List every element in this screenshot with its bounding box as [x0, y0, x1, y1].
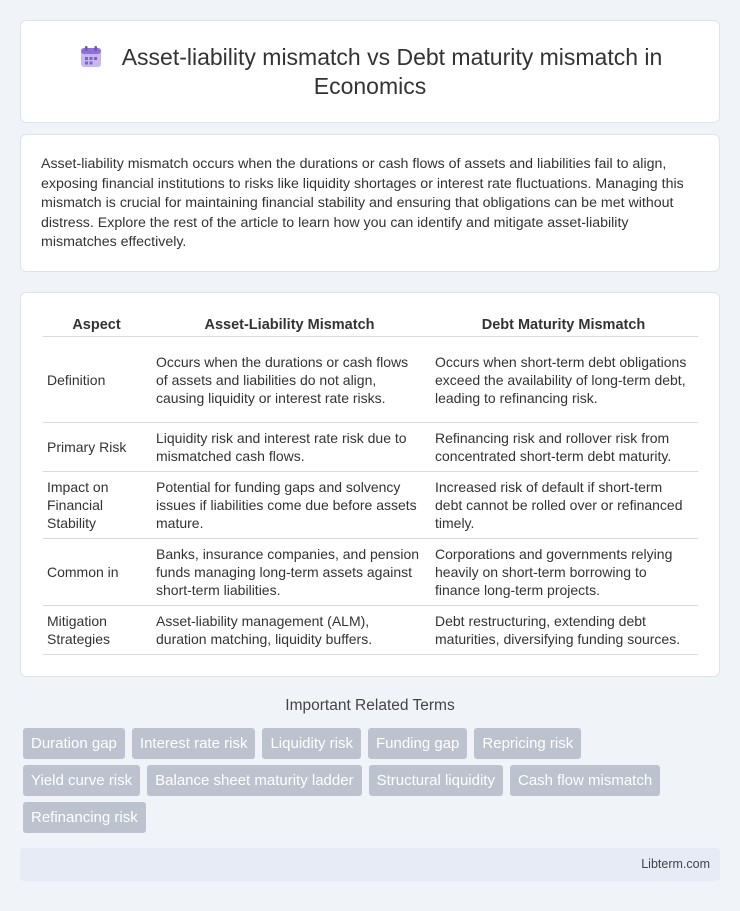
calendar-icon — [78, 46, 104, 68]
tag-cash-flow-mismatch[interactable]: Cash flow mismatch — [510, 765, 660, 796]
table-row — [43, 472, 698, 539]
row-asset-liability: Potential for funding gaps and solvency issues if liabilities come due before assets mature. — [150, 472, 429, 539]
row-aspect: Definition — [43, 337, 150, 423]
comparison-card — [20, 292, 720, 677]
comparison-table — [43, 311, 698, 655]
row-debt-maturity: Debt restructuring, extending debt maturities, diversifying funding sources. — [429, 606, 698, 655]
tag-duration-gap[interactable]: Duration gap — [23, 728, 125, 759]
tag-liquidity-risk[interactable]: Liquidity risk — [262, 728, 361, 759]
tag-yield-curve-risk[interactable]: Yield curve risk — [23, 765, 140, 796]
row-aspect: Impact on Financial Stability — [43, 472, 150, 539]
header-debt-maturity: Debt Maturity Mismatch — [429, 311, 698, 337]
table-row — [43, 606, 698, 655]
related-terms-title: Important Related Terms — [285, 697, 455, 714]
row-aspect: Mitigation Strategies — [43, 606, 150, 655]
table-row — [43, 337, 698, 423]
row-debt-maturity: Refinancing risk and rollover risk from concentrated short-term debt maturity. — [429, 423, 698, 472]
intro-card — [20, 134, 720, 272]
row-asset-liability: Liquidity risk and interest rate risk due to mismatched cash flows. — [150, 423, 429, 472]
header-asset-liability: Asset-Liability Mismatch — [150, 311, 429, 337]
related-terms-list — [23, 728, 723, 839]
row-aspect: Primary Risk — [43, 423, 150, 472]
tag-funding-gap[interactable]: Funding gap — [368, 728, 467, 759]
row-debt-maturity: Increased risk of default if short-term debt cannot be rolled over or refinanced timely. — [429, 472, 698, 539]
row-aspect: Common in — [43, 539, 150, 606]
tag-refinancing-risk[interactable]: Refinancing risk — [23, 802, 146, 833]
table-row — [43, 539, 698, 606]
tag-interest-rate-risk[interactable]: Interest rate risk — [132, 728, 256, 759]
intro-paragraph: Asset-liability mismatch occurs when the durations or cash flows of assets and liabilities fail to align, exposing financial institutions to risks like liquidity shortages or interest rate fluctuations. Managing this mismatch is crucial for maintaining financial stability and ensuring that obligations can be met without distress. Explore the rest of the article to learn how you can identify and mitigate asset-liability mismatches effectively. — [41, 156, 684, 251]
header-aspect: Aspect — [43, 311, 150, 337]
tag-structural-liquidity[interactable]: Structural liquidity — [369, 765, 503, 796]
row-asset-liability: Banks, insurance companies, and pension funds managing long-term assets against short-term liabilities. — [150, 539, 429, 606]
tag-balance-sheet-maturity-ladder[interactable]: Balance sheet maturity ladder — [147, 765, 361, 796]
row-asset-liability: Asset-liability management (ALM), duration matching, liquidity buffers. — [150, 606, 429, 655]
footer — [20, 848, 720, 881]
page-title: Asset-liability mismatch vs Debt maturity mismatch in Economics — [121, 43, 663, 99]
title-container — [21, 43, 719, 101]
footer-site-link[interactable]: Libterm.com — [641, 857, 710, 871]
row-asset-liability: Occurs when the durations or cash flows of assets and liabilities do not align, causing liquidity or interest rate risks. — [150, 337, 429, 423]
table-row — [43, 423, 698, 472]
row-debt-maturity: Corporations and governments relying heavily on short-term borrowing to finance long-term projects. — [429, 539, 698, 606]
tag-repricing-risk[interactable]: Repricing risk — [474, 728, 581, 759]
title-card — [20, 20, 720, 123]
table-header-row — [43, 311, 698, 337]
row-debt-maturity: Occurs when short-term debt obligations exceed the availability of long-term debt, leading to refinancing risk. — [429, 337, 698, 423]
